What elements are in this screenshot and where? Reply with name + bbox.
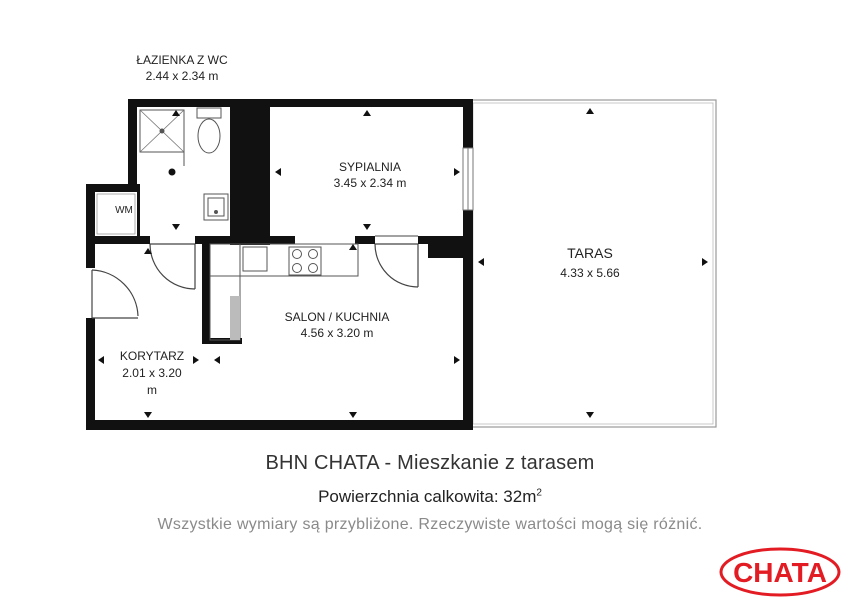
room-dims-korytarz: 2.01 x 3.20 (122, 366, 182, 380)
bathroom-sink (204, 194, 228, 220)
bedroom-door (375, 244, 418, 287)
room-name-salon: SALON / KUCHNIA (284, 310, 390, 324)
logo-text: CHATA (733, 557, 827, 588)
drain-icon (169, 169, 176, 176)
toilet (197, 108, 221, 153)
shower (140, 110, 184, 152)
kitchen-column (230, 296, 240, 340)
room-dims-sypialnia: 3.45 x 2.34 m (333, 176, 407, 190)
total-area-value: 32m (503, 487, 537, 506)
plan-title: BHN CHATA - Mieszkanie z tarasem (265, 452, 595, 474)
bedroom-window (463, 148, 473, 210)
room-name-sypialnia: SYPIALNIA (338, 160, 402, 174)
room-dims-lazienka: 2.44 x 2.34 m (145, 69, 219, 83)
room-dims-taras: 4.33 x 5.66 (560, 266, 620, 280)
room-name-taras: TARAS (567, 245, 613, 261)
terrace-inner-outline (473, 103, 713, 424)
total-area-label: Powierzchnia calkowita: (318, 487, 499, 506)
total-area-sup: 2 (536, 487, 542, 499)
disclaimer: Wszystkie wymiary są przybliżone. Rzeczywiste wartości mogą się różnić. (157, 516, 703, 533)
chata-logo (719, 547, 841, 597)
bathroom-door (150, 244, 195, 289)
entry-door (92, 270, 138, 318)
room-name-wm: WM (115, 205, 133, 216)
terrace-outline (470, 100, 716, 427)
total-area (0, 487, 860, 507)
dimension-markers (98, 108, 708, 418)
room-dims-korytarz-unit: m (147, 383, 157, 397)
room-name-korytarz: KORYTARZ (119, 349, 185, 363)
room-name-lazienka: ŁAZIENKA Z WC (136, 53, 228, 67)
room-dims-salon: 4.56 x 3.20 m (300, 326, 374, 340)
